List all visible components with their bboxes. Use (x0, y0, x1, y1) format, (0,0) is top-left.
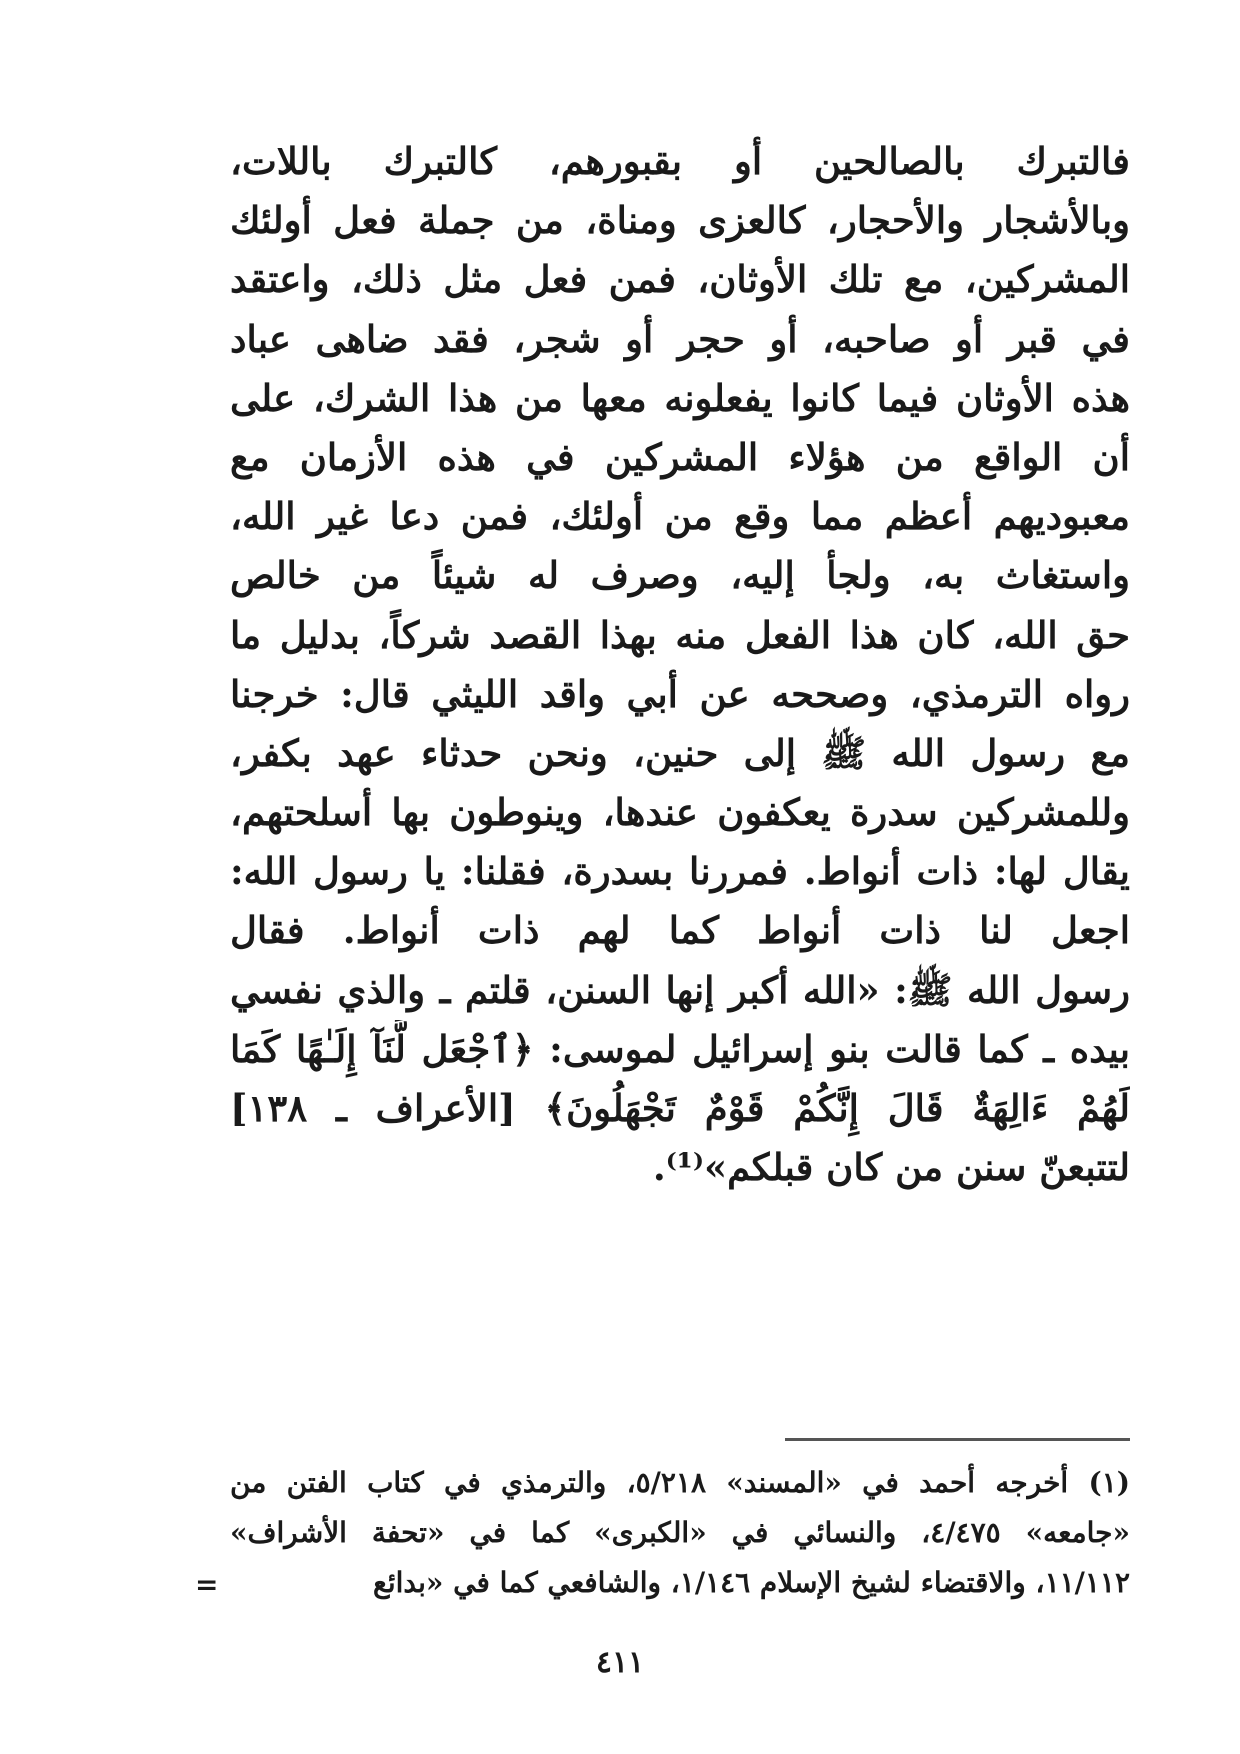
text-line: وللمشركين سدرة يعكفون عندها، وينوطون بها أسلحتهم، (230, 790, 1130, 835)
text-line: معبوديهم أعظم مما وقع من أولئك، فمن دعا غير الله، (230, 494, 1130, 539)
text-line: هذه الأوثان فيما كانوا يفعلونه معها من هذا الشرك، على (230, 375, 1130, 420)
footnote-line: «جامعه» ٤/٤٧٥، والنسائي في «الكبرى» كما في «تحفة الأشراف» (230, 1516, 1130, 1549)
footnote-continuation-mark: = (195, 1568, 219, 1601)
quran-quote-line: بيده ـ كما قالت بنو إسرائيل لموسى: ﴿ٱجْعَل لَّنَآ إِلَـٰهًا كَمَا (230, 1026, 1130, 1071)
text-line: مع رسول الله ﷺ إلى حنين، ونحن حدثاء عهد بكفر، (230, 730, 1130, 775)
text-line: اجعل لنا ذات أنواط كما لهم ذات أنواط. فقال (230, 908, 1130, 953)
footnote-line: ١١/١١٢، والاقتضاء لشيخ الإسلام ١/١٤٦، والشافعي كما في «بدائع (372, 1566, 1130, 1599)
text-line: رواه الترمذي، وصححه عن أبي واقد الليثي قال: خرجنا (230, 671, 1130, 716)
text-line: لتتبعنّ سنن من كان قبلكم»⁽¹⁾. (652, 1145, 1130, 1190)
main-text-block (230, 132, 1130, 1197)
quran-quote-line: لَهُمْ ءَالِهَةٌ قَالَ إِنَّكُمْ قَوْمٌ تَجْهَلُونَ﴾ [الأعراف ـ ١٣٨] (230, 1086, 1130, 1130)
text-line: في قبر أو صاحبه، أو حجر أو شجر، فقد ضاهى عباد (230, 316, 1130, 361)
text-line: فالتبرك بالصالحين أو بقبورهم، كالتبرك باللات، (230, 139, 1130, 183)
text-line: أن الواقع من هؤلاء المشركين في هذه الأزمان مع (230, 434, 1130, 479)
text-line: رسول الله ﷺ: «الله أكبر إنها السنن، قلتم ـ والذي نفسي (230, 967, 1130, 1012)
text-line: المشركين، مع تلك الأوثان، فمن فعل مثل ذلك، واعتقد (230, 257, 1130, 302)
text-line: يقال لها: ذات أنواط. فمررنا بسدرة، فقلنا: يا رسول الله: (230, 849, 1130, 894)
footnote-divider (785, 1438, 1130, 1441)
footnote-block (230, 1458, 1130, 1608)
text-line: وبالأشجار والأحجار، كالعزى ومناة، من جملة فعل أولئك (230, 198, 1130, 243)
footnote-line: (١) أخرجه أحمد في «المسند» ٥/٢١٨، والترمذي في كتاب الفتن من (230, 1466, 1130, 1499)
text-line: واستغاث به، ولجأ إليه، وصرف له شيئاً من خالص (230, 553, 1130, 598)
page-number: ٤١١ (595, 1645, 645, 1680)
text-line: حق الله، كان هذا الفعل منه بهذا القصد شركاً، بدليل ما (230, 612, 1130, 657)
